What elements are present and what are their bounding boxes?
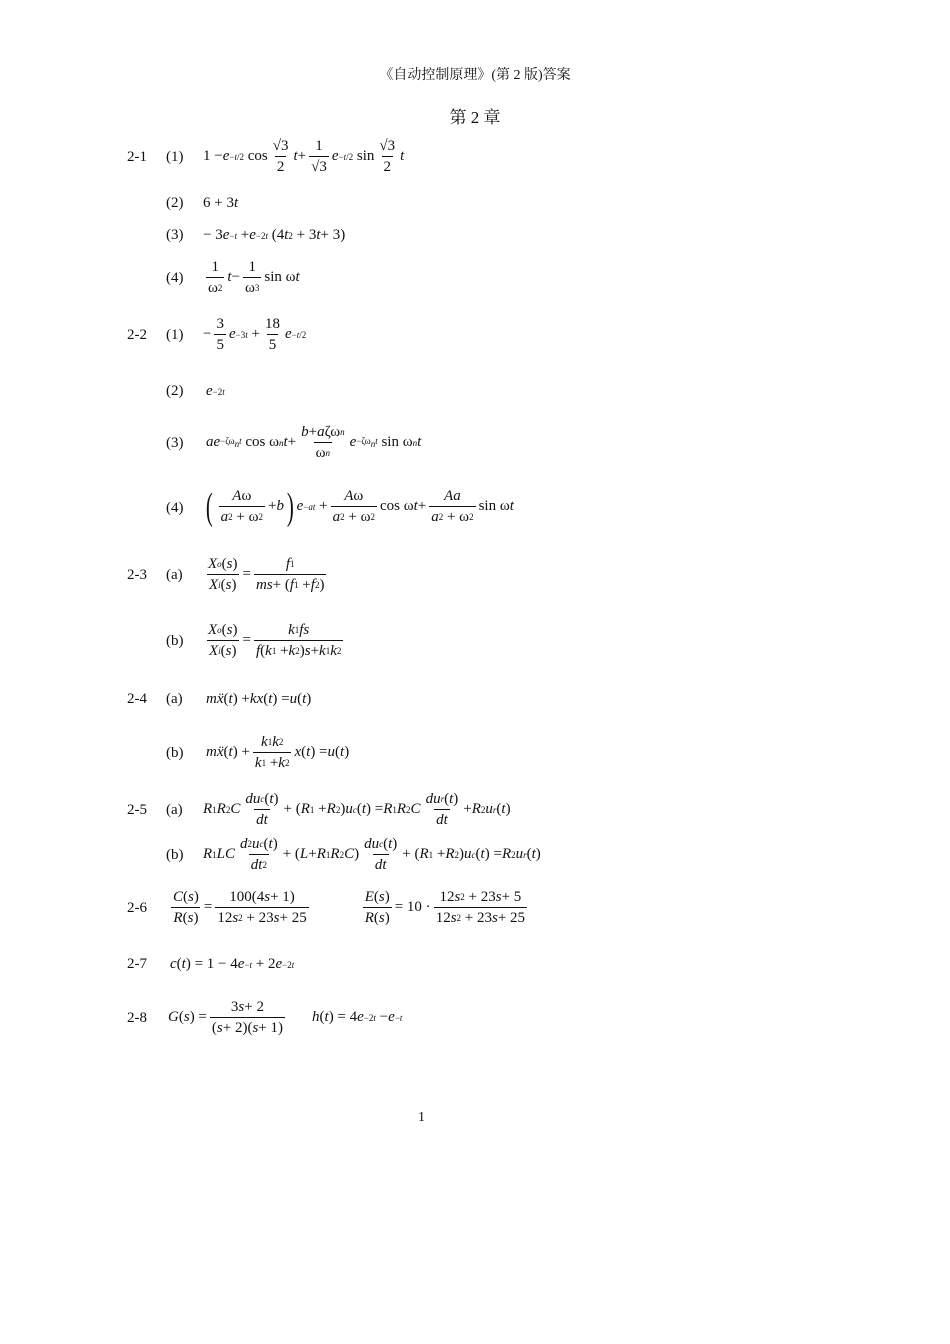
problem-number: 2-3	[127, 567, 147, 583]
problem-number: 2-5	[127, 802, 147, 818]
part-label: (b)	[166, 633, 184, 649]
page-header: 《自动控制原理》(第 2 版)答案	[379, 68, 571, 83]
problem-number: 2-8	[127, 1010, 147, 1026]
part-label: (2)	[166, 195, 184, 211]
equation-2-1-1: 1 − e −t/2 cos $\frac{√3}{2}$ t + $\frac{1}{√3}$ e −t/2 sin $\frac{√3}{2}$ t	[203, 138, 405, 175]
problem-number: 2-7	[127, 956, 147, 972]
part-label: (b)	[166, 847, 184, 863]
equation-2-5-b: R 1 LC d 2 u c ( t ) dt 2 + ( L + R 1 R 2 C ) du c ( t ) dt + ( R 1 + R 2 ) u c ( t ) = R 2 u r ( t )	[203, 836, 541, 873]
problem-number: 2-2	[127, 327, 147, 343]
page-number: 1	[418, 1110, 425, 1125]
problem-number: 2-6	[127, 900, 147, 916]
part-label: (3)	[166, 227, 184, 243]
equation-2-7: c ( t ) = 1 − 4 e −t + 2 e −2t	[170, 956, 295, 972]
equation-2-1-4: 1 ω 2 t − 1 ω 3 sin ω t	[208, 259, 300, 296]
part-label: (a)	[166, 691, 183, 707]
equation-2-2-2: e −2t	[206, 383, 225, 399]
equation-2-5-a: R 1 R 2 C du c ( t ) dt + ( R 1 + R 2 ) u c ( t ) = R 1 R 2 C du r ( t ) dt + R 2 u r ( t )	[203, 791, 511, 828]
equation-2-1-2: 6 + 3 t	[203, 195, 239, 211]
equation-2-2-1: − $\frac{3}{5}$ e −3t + $\frac{18}{5}$ e −t/2	[203, 316, 307, 353]
equation-2-3-b: X o ( s ) X i ( s ) = k 1 fs f ( k 1 + k 2 ) s + k 1 k 2	[208, 622, 342, 659]
part-label: (b)	[166, 745, 184, 761]
part-label: (a)	[166, 802, 183, 818]
part-label: (1)	[166, 149, 184, 165]
part-label: (a)	[166, 567, 183, 583]
part-label: (4)	[166, 270, 184, 286]
equation-2-2-4: ( A ω a 2 + ω 2 + b ) e −at + A ω a 2 + ω 2 cos ω t + Aa a 2 + ω 2 sin ω t	[205, 485, 514, 528]
equation-2-6: C ( s ) R ( s ) = 100(4 s + 1) 12 s 2 + 23 s + 25 E ( s ) R ( s ) = 10 · 12 s 2 + 23 s + 5 12 s 2 + 23 s + 25	[173, 889, 526, 926]
equation-2-1-3: − 3 e −t + e −2t (4 t 2 + 3 t + 3)	[203, 227, 346, 243]
part-label: (1)	[166, 327, 184, 343]
equation-2-4-b: m ẍ ( t ) + k 1 k 2 k 1 + k 2 x ( t ) = u ( t )	[206, 734, 350, 771]
equation-2-3-a: X o ( s ) X i ( s ) = f 1 ms + ( f 1 + f 2 )	[208, 556, 325, 593]
part-label: (3)	[166, 435, 184, 451]
part-label: (2)	[166, 383, 184, 399]
equation-2-8: G ( s ) = 3 s + 2 ( s + 2)( s + 1) h ( t ) = 4 e −2t − e −t	[168, 999, 403, 1036]
chapter-title: 第 2 章	[449, 108, 501, 127]
part-label: (4)	[166, 500, 184, 516]
equation-2-4-a: m ẍ ( t ) + kx ( t ) = u ( t )	[206, 691, 312, 707]
problem-number: 2-1	[127, 149, 147, 165]
equation-2-2-3: ae $-\zeta\omega_nt$ cos ω n t + b + a ζω n ω n e $-\zeta\omega_nt$ sin ω n t	[206, 424, 422, 461]
problem-number: 2-4	[127, 691, 147, 707]
